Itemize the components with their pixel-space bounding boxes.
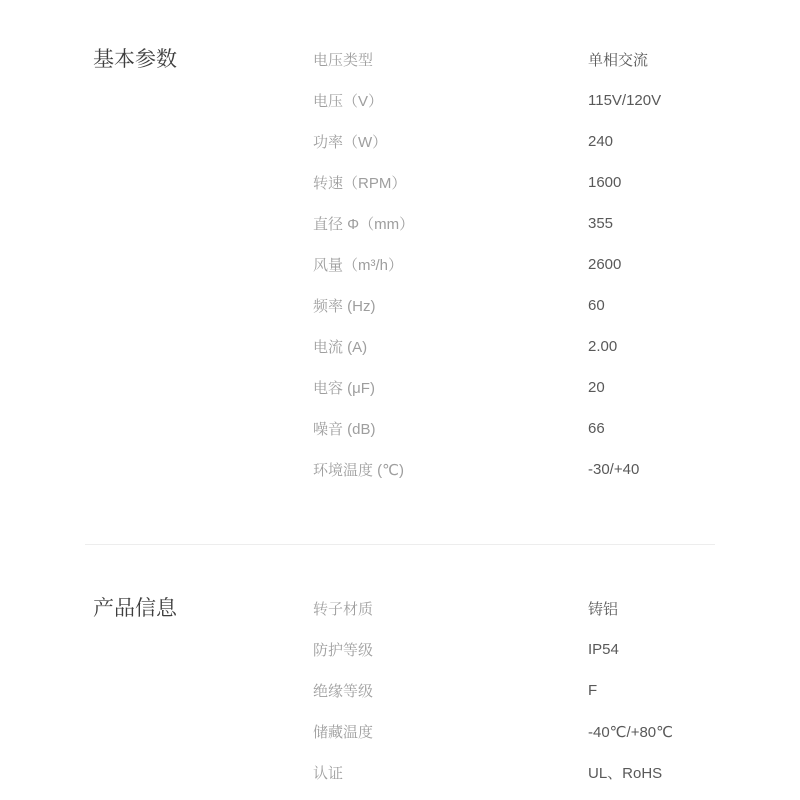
spec-value: 20 (588, 379, 605, 396)
table-row (313, 711, 800, 752)
spec-value: 115V/120V (588, 92, 662, 109)
table-row (313, 367, 800, 408)
spec-value: 单相交流 (588, 52, 649, 69)
table-row (313, 449, 800, 490)
section-title: 基本参数 (93, 48, 177, 71)
spec-value: -30/+40 (588, 461, 640, 478)
spec-label: 转速（RPM） (313, 175, 407, 192)
spec-section (0, 39, 800, 490)
section-title: 产品信息 (93, 597, 177, 620)
table-row (313, 285, 800, 326)
spec-value: 355 (588, 215, 614, 232)
spec-label: 认证 (313, 765, 344, 782)
spec-label: 功率（W） (313, 134, 388, 151)
spec-value: -40℃/+80℃ (588, 723, 673, 741)
spec-label: 电压类型 (313, 52, 374, 69)
section-rows (313, 39, 800, 490)
spec-value: 铸铝 (588, 601, 619, 618)
spec-label: 环境温度 (℃) (313, 462, 405, 479)
spec-label: 绝缘等级 (313, 683, 374, 700)
spec-label: 电容 (μF) (313, 380, 375, 397)
section-divider (85, 544, 715, 545)
table-row (313, 408, 800, 449)
spec-value: F (588, 682, 598, 699)
spec-section (0, 588, 800, 793)
table-row (313, 752, 800, 793)
spec-value: 2600 (588, 256, 622, 273)
spec-label: 转子材质 (313, 601, 374, 618)
spec-value: 2.00 (588, 338, 618, 355)
table-row (313, 39, 800, 80)
table-row (313, 326, 800, 367)
spec-label: 电压（V） (313, 93, 384, 110)
spec-label: 直径 Φ（mm） (313, 216, 415, 233)
spec-label: 噪音 (dB) (313, 421, 376, 438)
table-row (313, 162, 800, 203)
spec-label: 防护等级 (313, 642, 374, 659)
table-row (313, 588, 800, 629)
table-row (313, 629, 800, 670)
spec-label: 频率 (Hz) (313, 298, 376, 315)
spec-value: IP54 (588, 641, 619, 658)
table-row (313, 80, 800, 121)
spec-value: 240 (588, 133, 614, 150)
table-row (313, 203, 800, 244)
spec-label: 储藏温度 (313, 724, 374, 741)
table-row (313, 121, 800, 162)
spec-value: 60 (588, 297, 605, 314)
section-rows (313, 588, 800, 793)
spec-label: 风量（m³/h） (313, 257, 404, 274)
table-row (313, 670, 800, 711)
spec-value: UL、RoHS (588, 765, 663, 782)
spec-value: 1600 (588, 174, 622, 191)
spec-label: 电流 (A) (313, 339, 368, 356)
spec-value: 66 (588, 420, 605, 437)
table-row (313, 244, 800, 285)
